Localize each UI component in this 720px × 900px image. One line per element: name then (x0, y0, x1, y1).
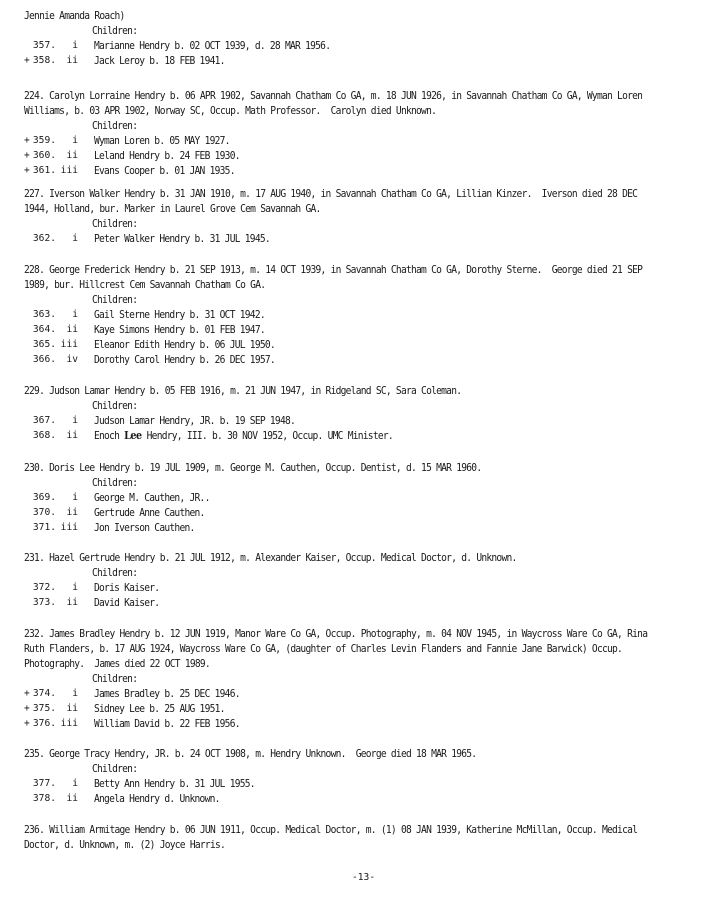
child-roman-numeral: ii (66, 55, 78, 66)
entry-line: Ruth Flanders, b. 17 AUG 1924, Waycross Ware Co GA, (daughter of Charles Levin Flanders and Fannie Jane Barwick) Occup. (24, 643, 623, 656)
child-number: 378. (32, 793, 56, 804)
child-line: Sidney Lee b. 25 AUG 1951. (94, 703, 225, 716)
child-number: 357. (32, 40, 56, 51)
child-number: 363. (32, 309, 56, 320)
carryover-line: Jennie Amanda Roach) (24, 10, 125, 23)
entry-line: 231. Hazel Gertrude Hendry b. 21 JUL 1912, m. Alexander Kaiser, Occup. Medical Doctor, d. Unknown. (24, 552, 517, 565)
child-line: William David b. 22 FEB 1956. (94, 718, 240, 731)
child-number: 368. (32, 430, 56, 441)
child-line: Gail Sterne Hendry b. 31 OCT 1942. (94, 309, 265, 322)
child-roman-numeral: i (72, 309, 78, 320)
child-line: Jon Iverson Cauthen. (94, 522, 195, 535)
child-number: 361. (32, 165, 56, 176)
child-roman-numeral: ii (66, 703, 78, 714)
entry-line: Doctor, d. Unknown, m. (2) Joyce Harris. (24, 839, 226, 852)
child-roman-numeral: ii (66, 507, 78, 518)
children-label: Children: (92, 763, 138, 776)
child-roman-numeral: iii (60, 522, 78, 533)
descendant-marker: + (24, 150, 30, 161)
child-line: Eleanor Edith Hendry b. 06 JUL 1950. (94, 339, 275, 352)
descendant-marker: + (24, 165, 30, 176)
child-number: 362. (32, 233, 56, 244)
descendant-marker: + (24, 718, 30, 729)
child-line: Betty Ann Hendry b. 31 JUL 1955. (94, 778, 255, 791)
descendant-marker: + (24, 688, 30, 699)
child-roman-numeral: i (72, 688, 78, 699)
child-roman-numeral: iii (60, 718, 78, 729)
child-roman-numeral: iv (66, 354, 78, 365)
children-label: Children: (92, 477, 138, 490)
handwritten-correction: Lee (124, 430, 142, 443)
child-roman-numeral: i (72, 582, 78, 593)
child-number: 376. (32, 718, 56, 729)
child-number: 367. (32, 415, 56, 426)
descendant-marker: + (24, 135, 30, 146)
entry-line: 230. Doris Lee Hendry b. 19 JUL 1909, m. George M. Cauthen, Occup. Dentist, d. 15 MAR 1960. (24, 462, 482, 475)
child-line: Doris Kaiser. (94, 582, 160, 595)
child-line: Gertrude Anne Cauthen. (94, 507, 205, 520)
child-line: Marianne Hendry b. 02 OCT 1939, d. 28 MAR 1956. (94, 40, 331, 53)
child-roman-numeral: i (72, 135, 78, 146)
child-roman-numeral: ii (66, 793, 78, 804)
child-line: Leland Hendry b. 24 FEB 1930. (94, 150, 240, 163)
child-line: Peter Walker Hendry b. 31 JUL 1945. (94, 233, 270, 246)
child-number: 358. (32, 55, 56, 66)
descendant-marker: + (24, 55, 30, 66)
child-roman-numeral: ii (66, 150, 78, 161)
child-number: 377. (32, 778, 56, 789)
children-label: Children: (92, 673, 138, 686)
child-line: Kaye Simons Hendry b. 01 FEB 1947. (94, 324, 265, 337)
child-line: Dorothy Carol Hendry b. 26 DEC 1957. (94, 354, 275, 367)
child-roman-numeral: i (72, 40, 78, 51)
descendant-marker: + (24, 703, 30, 714)
child-number: 375. (32, 703, 56, 714)
children-label: Children: (92, 294, 138, 307)
entry-line: 224. Carolyn Lorraine Hendry b. 06 APR 1902, Savannah Chatham Co GA, m. 18 JUN 1926, in Savannah Chatham Co GA, Wyman Loren (24, 90, 643, 103)
child-number: 370. (32, 507, 56, 518)
children-label: Children: (92, 567, 138, 580)
child-name-part: Hendry, III. b. 30 NOV 1952, Occup. UMC Minister. (141, 430, 393, 443)
child-number: 373. (32, 597, 56, 608)
child-line: James Bradley b. 25 DEC 1946. (94, 688, 240, 701)
child-line: George M. Cauthen, JR.. (94, 492, 210, 505)
child-roman-numeral: ii (66, 597, 78, 608)
entry-line: 236. William Armitage Hendry b. 06 JUN 1911, Occup. Medical Doctor, m. (1) 08 JAN 1939, Katherine McMillan, Occup. Medical (24, 824, 638, 837)
children-label: Children: (92, 218, 138, 231)
child-roman-numeral: i (72, 233, 78, 244)
child-number: 359. (32, 135, 56, 146)
child-line: David Kaiser. (94, 597, 160, 610)
entry-line: 1944, Holland, bur. Marker in Laurel Grove Cem Savannah GA. (24, 203, 321, 216)
child-line: Angela Hendry d. Unknown. (94, 793, 220, 806)
entry-line: 229. Judson Lamar Hendry b. 05 FEB 1916, m. 21 JUN 1947, in Ridgeland SC, Sara Coleman. (24, 385, 462, 398)
child-roman-numeral: i (72, 492, 78, 503)
child-number: 365. (32, 339, 56, 350)
child-line: Wyman Loren b. 05 MAY 1927. (94, 135, 230, 148)
child-number: 374. (32, 688, 56, 699)
child-roman-numeral: iii (60, 165, 78, 176)
child-number: 366. (32, 354, 56, 365)
child-roman-numeral: i (72, 778, 78, 789)
entry-line: Williams, b. 03 APR 1902, Norway SC, Occup. Math Professor. Carolyn died Unknown. (24, 105, 437, 118)
child-line: Evans Cooper b. 01 JAN 1935. (94, 165, 235, 178)
child-number: 372. (32, 582, 56, 593)
entry-line: 1989, bur. Hillcrest Cem Savannah Chatham Co GA. (24, 279, 266, 292)
child-roman-numeral: ii (66, 430, 78, 441)
entry-line: Photography. James died 22 OCT 1989. (24, 658, 210, 671)
page-number: -13- (352, 872, 376, 883)
child-number: 360. (32, 150, 56, 161)
children-label: Children: (92, 400, 138, 413)
child-roman-numeral: ii (66, 324, 78, 335)
child-line: Judson Lamar Hendry, JR. b. 19 SEP 1948. (94, 415, 296, 428)
child-roman-numeral: i (72, 415, 78, 426)
children-label: Children: (92, 25, 138, 38)
entry-line: 235. George Tracy Hendry, JR. b. 24 OCT 1908, m. Hendry Unknown. George died 18 MAR 1965. (24, 748, 477, 761)
child-line (94, 430, 393, 443)
child-name-part: Enoch (94, 430, 125, 443)
child-number: 369. (32, 492, 56, 503)
entry-line: 232. James Bradley Hendry b. 12 JUN 1919, Manor Ware Co GA, Occup. Photography, m. 04 NOV 1945, in Waycross Ware Co GA, Rina (24, 628, 648, 641)
child-number: 364. (32, 324, 56, 335)
entry-line: 227. Iverson Walker Hendry b. 31 JAN 1910, m. 17 AUG 1940, in Savannah Chatham Co GA, Lillian Kinzer. Iverson died 28 DEC (24, 188, 638, 201)
child-number: 371. (32, 522, 56, 533)
children-label: Children: (92, 120, 138, 133)
child-line: Jack Leroy b. 18 FEB 1941. (94, 55, 225, 68)
child-roman-numeral: iii (60, 339, 78, 350)
entry-line: 228. George Frederick Hendry b. 21 SEP 1913, m. 14 OCT 1939, in Savannah Chatham Co GA, Dorothy Sterne. George died 21 SEP (24, 264, 643, 277)
